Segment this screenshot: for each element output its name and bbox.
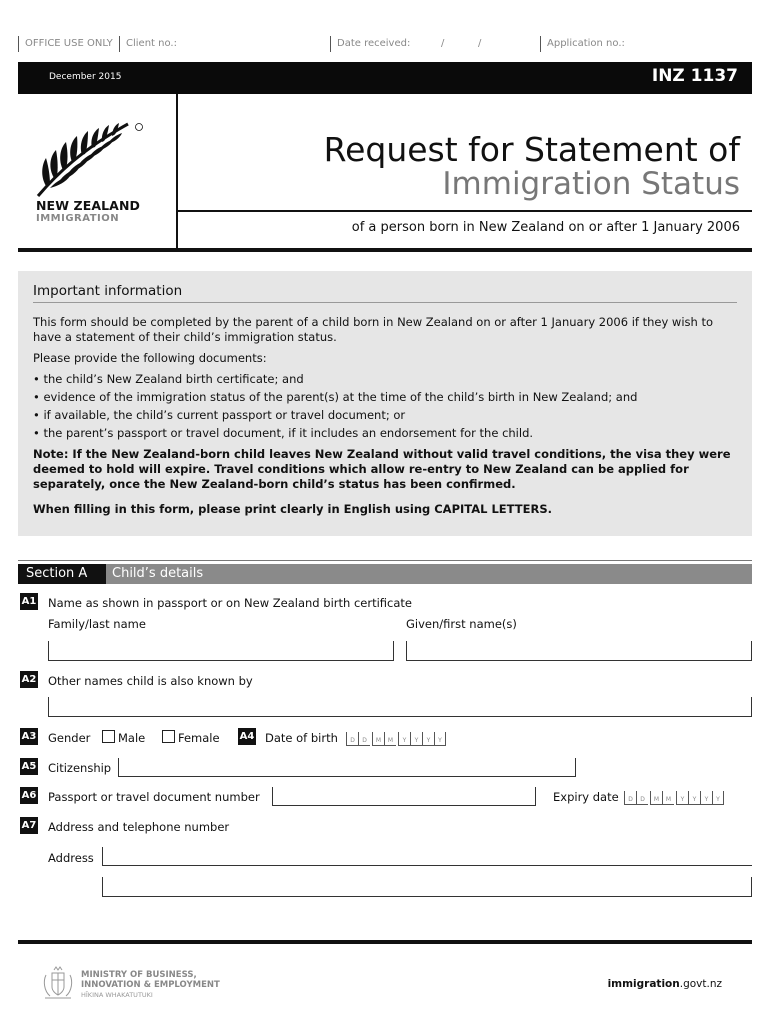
male-label: Male [118,731,146,745]
logo-immigration: IMMIGRATION [36,213,120,224]
question-label: Other names child is also known by [48,674,253,688]
list-item: • the parent’s passport or travel document, if it includes an endorsement for the child. [33,426,534,440]
url-domain: immigration [607,978,680,990]
ministry-name-line1: MINISTRY OF BUSINESS, [81,970,197,980]
website-url[interactable] [608,978,722,990]
divider [18,248,752,252]
date-digit-box[interactable]: Y [700,791,712,805]
question-number: A2 [20,671,38,688]
date-digit-box[interactable]: Y [410,732,422,746]
citizenship-input[interactable] [118,758,576,777]
section-label: Section A [18,564,106,584]
question-number: A6 [20,787,38,804]
question-number: A4 [238,728,256,745]
question-label: Name as shown in passport or on New Zealand birth certificate [48,596,412,610]
divider [18,560,752,561]
mbie-logo [40,965,240,1005]
form-code: INZ 1137 [651,66,738,86]
info-paragraph: This form should be completed by the parent of a child born in New Zealand on or after 1 January 2006 if they wish to have a statement of their child’s immigration status. [33,315,714,344]
expiry-date-input[interactable] [624,791,724,805]
given-name-input[interactable] [406,641,752,661]
date-received-field[interactable]: Date received: [330,36,540,52]
date-digit-box[interactable]: Y [676,791,688,805]
form-date: December 2015 [49,72,122,82]
important-information-box [18,271,752,536]
list-item: • if available, the child’s current passport or travel document; or [33,408,406,422]
date-of-birth-input[interactable] [346,732,446,746]
date-digit-box[interactable]: Y [434,732,446,746]
gender-label: Gender [48,731,91,745]
date-digit-box[interactable]: M [372,732,384,746]
page-subtitle: of a person born in New Zealand on or after 1 January 2006 [351,220,740,235]
address-input-line1[interactable] [102,847,752,866]
date-digit-box[interactable]: D [346,732,358,746]
application-no-field[interactable]: Application no.: [540,36,752,52]
url-suffix: .govt.nz [679,978,722,990]
male-checkbox[interactable] [102,730,115,743]
expiry-date-label: Expiry date [553,790,619,804]
divider [18,940,752,944]
client-no-field[interactable]: Client no.: [119,36,329,52]
citizenship-label: Citizenship [48,761,112,775]
date-digit-box[interactable]: D [636,791,648,805]
question-number: A5 [20,758,38,775]
date-digit-box[interactable]: D [358,732,370,746]
question-number: A3 [20,728,38,745]
ministry-name-line2: INNOVATION & EMPLOYMENT [81,980,220,990]
address-section-label: Address and telephone number [48,820,230,834]
date-digit-box[interactable]: D [624,791,636,805]
other-names-input[interactable] [48,697,752,717]
address-label: Address [48,851,94,865]
nz-immigration-logo [36,120,156,230]
passport-number-label: Passport or travel document number [48,790,260,804]
date-separator: / [441,38,445,49]
question-number: A1 [20,593,38,610]
page-title: Request for Statement of [323,130,740,169]
date-separator: / [478,38,482,49]
date-digit-box[interactable]: M [650,791,662,805]
date-digit-box[interactable]: Y [398,732,410,746]
date-of-birth-label: Date of birth [265,731,338,745]
office-use-label: OFFICE USE ONLY [18,36,118,52]
info-heading: Important information [33,283,737,303]
date-digit-box[interactable]: Y [688,791,700,805]
given-name-label: Given/first name(s) [406,617,517,631]
family-name-label: Family/last name [48,617,146,631]
logo-new-zealand: NEW ZEALAND [36,198,140,213]
coat-of-arms-icon [40,965,76,1001]
date-digit-box[interactable]: M [662,791,674,805]
ministry-maori-name: HĪKINA WHAKATUTUKI [81,991,153,999]
passport-number-input[interactable] [272,787,536,806]
form-header-bar [18,62,752,94]
info-paragraph: Please provide the following documents: [33,351,267,365]
section-title: Child’s details [112,566,204,581]
date-digit-box[interactable]: Y [712,791,724,805]
office-use-row [18,36,752,52]
question-number: A7 [20,817,38,834]
list-item: • the child’s New Zealand birth certificate; and [33,372,304,386]
divider [176,94,178,249]
info-note: Note: If the New Zealand-born child leaves New Zealand without valid travel conditions, the visa they were deemed to hold will expire. Travel conditions which allow re-entry to New Zealand can be applied for separately, once the New Zealand-born child’s status has been confirmed. [33,447,731,491]
section-a-header [18,564,752,584]
date-digit-box[interactable]: Y [422,732,434,746]
female-label: Female [178,731,220,745]
address-input-line2[interactable] [102,877,752,897]
female-checkbox[interactable] [162,730,175,743]
list-item: • evidence of the immigration status of the parent(s) at the time of the child’s birth in New Zealand; and [33,390,638,404]
divider [178,210,752,212]
date-digit-box[interactable]: M [384,732,396,746]
page-title-line2: Immigration Status [442,166,740,202]
documents-list [33,372,737,441]
info-instruction: When filling in this form, please print clearly in English using CAPITAL LETTERS. [33,502,552,516]
silver-fern-icon [36,120,146,200]
family-name-input[interactable] [48,641,394,661]
